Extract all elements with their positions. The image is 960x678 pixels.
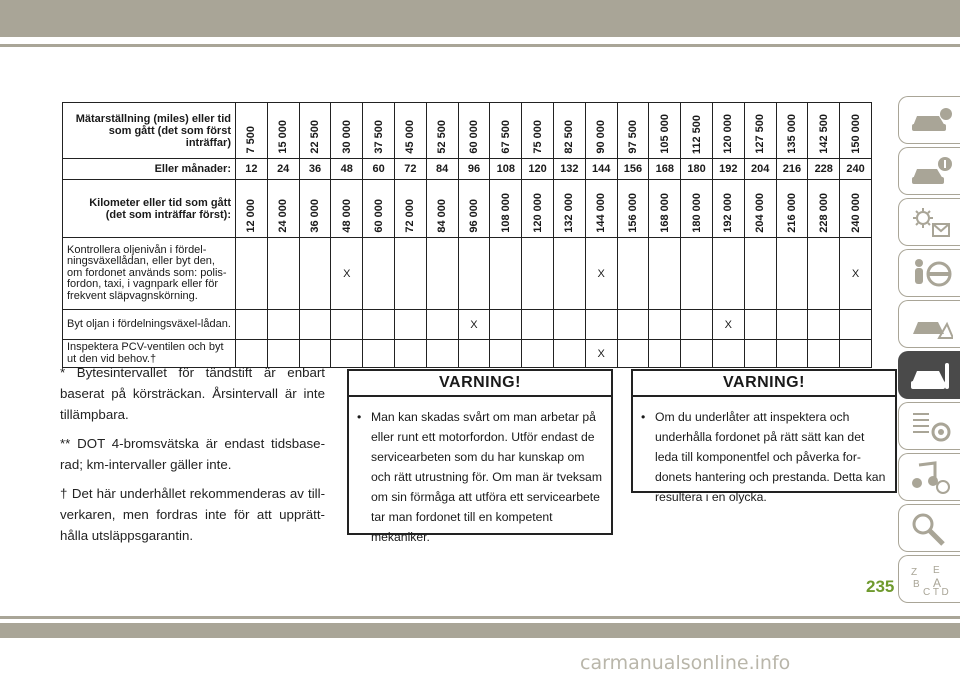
- months-cell: 228: [808, 159, 840, 180]
- svg-text:Z: Z: [911, 567, 918, 578]
- top-band: [0, 0, 960, 48]
- task-interval-cell: [681, 340, 713, 368]
- km-cell: [363, 180, 395, 238]
- task-interval-cell: [744, 238, 776, 310]
- task-interval-cell: [458, 340, 490, 368]
- months-cell: 24: [267, 159, 299, 180]
- km-value: 180 000: [690, 193, 703, 233]
- tab-search[interactable]: [898, 504, 960, 552]
- task-interval-cell: [649, 238, 681, 310]
- task-interval-cell: [744, 340, 776, 368]
- warning-box-2: [631, 369, 897, 504]
- settings-list-icon: [909, 410, 953, 444]
- km-value: 24 000: [277, 199, 290, 233]
- miles-cell: [840, 103, 872, 159]
- warning-title-2: VARNING!: [633, 371, 895, 397]
- months-cell: 48: [331, 159, 363, 180]
- warning-text-2: Om du underlåter att inspektera och underhålla fordonet på rätt sätt kan det leda till komponentfel och påverka for-donets hantering och prestanda. Detta kan resultera i en olycka.: [655, 410, 886, 504]
- footnotes: [60, 362, 325, 554]
- miles-cell: [553, 103, 585, 159]
- task-interval-cell: X: [585, 238, 617, 310]
- task-interval-cell: [267, 310, 299, 340]
- tab-warning-lights[interactable]: [898, 198, 960, 246]
- task-interval-cell: [426, 310, 458, 340]
- svg-text:E: E: [933, 565, 940, 576]
- miles-value: 67 500: [499, 120, 512, 154]
- km-value: 216 000: [785, 193, 798, 233]
- miles-value: 45 000: [404, 120, 417, 154]
- svg-text:C T D: C T D: [923, 587, 949, 597]
- watermark: carmanualsonline.info: [580, 652, 791, 674]
- task-interval-cell: [490, 340, 522, 368]
- months-cell: 168: [649, 159, 681, 180]
- airbag-steering-icon: [909, 257, 953, 291]
- task-interval-cell: [363, 340, 395, 368]
- task-interval-cell: [522, 340, 554, 368]
- km-value: 120 000: [531, 193, 544, 233]
- tab-settings-list[interactable]: [898, 402, 960, 450]
- miles-cell: [458, 103, 490, 159]
- tab-car-alert[interactable]: [898, 147, 960, 195]
- miles-value: 30 000: [340, 120, 353, 154]
- task-interval-cell: [617, 340, 649, 368]
- miles-value: 7 500: [245, 126, 258, 154]
- miles-value: 142 500: [817, 114, 830, 154]
- km-cell: [585, 180, 617, 238]
- bottom-rule: [0, 616, 960, 619]
- task-interval-cell: [808, 238, 840, 310]
- months-cell: 192: [712, 159, 744, 180]
- miles-cell: [426, 103, 458, 159]
- months-cell: 12: [236, 159, 268, 180]
- miles-cell: [299, 103, 331, 159]
- task-interval-cell: [808, 340, 840, 368]
- miles-cell: [363, 103, 395, 159]
- miles-cell: [712, 103, 744, 159]
- multimedia-icon: [909, 461, 953, 495]
- breakdown-icon: [909, 308, 953, 342]
- bullet-2: •: [641, 410, 646, 424]
- tab-service[interactable]: [898, 351, 960, 399]
- task-interval-cell: [299, 238, 331, 310]
- miles-value: 112 500: [690, 114, 703, 154]
- months-cell: 216: [776, 159, 808, 180]
- tab-breakdown[interactable]: [898, 300, 960, 348]
- months-cell: 96: [458, 159, 490, 180]
- bottom-bar: [0, 623, 960, 638]
- miles-row: [63, 103, 872, 159]
- task-interval-cell: [490, 238, 522, 310]
- task-interval-cell: X: [331, 238, 363, 310]
- task-row: [63, 238, 872, 310]
- task-interval-cell: [776, 238, 808, 310]
- search-icon: [909, 512, 953, 546]
- task-row: [63, 310, 872, 340]
- km-value: 204 000: [754, 193, 767, 233]
- miles-cell: [236, 103, 268, 159]
- km-cell: [712, 180, 744, 238]
- km-cell: [617, 180, 649, 238]
- miles-cell: [617, 103, 649, 159]
- miles-value: 127 500: [754, 114, 767, 154]
- task-interval-cell: [617, 310, 649, 340]
- car-info-icon: [909, 104, 953, 138]
- task-interval-cell: [522, 238, 554, 310]
- km-cell: [522, 180, 554, 238]
- km-cell: [236, 180, 268, 238]
- miles-value: 75 000: [531, 120, 544, 154]
- km-cell: [299, 180, 331, 238]
- task-interval-cell: [363, 310, 395, 340]
- task-interval-cell: [712, 340, 744, 368]
- km-header-label: Kilometer eller tid som gått (det som inträffar först):: [63, 180, 236, 238]
- miles-value: 135 000: [785, 114, 798, 154]
- months-cell: 36: [299, 159, 331, 180]
- months-cell: 156: [617, 159, 649, 180]
- task-interval-cell: [363, 238, 395, 310]
- svg-text:B: B: [913, 579, 920, 590]
- months-cell: 72: [394, 159, 426, 180]
- task-interval-cell: [458, 238, 490, 310]
- task-interval-cell: [426, 340, 458, 368]
- miles-value: 37 500: [372, 120, 385, 154]
- months-cell: 144: [585, 159, 617, 180]
- warning-text-1: Man kan skadas svårt om man arbetar på eller runt ett motorfordon. Utför endast de servicearbeten som du har kunskap om och rätt utrustning för. Om man är tveksam om sin förmåga att utföra ett servicearbete tar man fordonet till en kompetent mekaniker.: [371, 410, 602, 544]
- months-cell: 240: [840, 159, 872, 180]
- task-interval-cell: [808, 310, 840, 340]
- km-value: 72 000: [404, 199, 417, 233]
- task-interval-cell: [236, 310, 268, 340]
- km-cell: [840, 180, 872, 238]
- warning-lights-icon: [909, 206, 953, 240]
- months-cell: 132: [553, 159, 585, 180]
- months-cell: 120: [522, 159, 554, 180]
- page-number: 235: [866, 577, 895, 596]
- miles-value: 22 500: [308, 120, 321, 154]
- miles-cell: [744, 103, 776, 159]
- task-interval-cell: [553, 340, 585, 368]
- task-interval-cell: [236, 238, 268, 310]
- km-value: 60 000: [372, 199, 385, 233]
- km-cell: [458, 180, 490, 238]
- task-interval-cell: [299, 310, 331, 340]
- km-value: 36 000: [308, 199, 321, 233]
- miles-cell: [681, 103, 713, 159]
- miles-value: 150 000: [849, 114, 862, 154]
- top-rule: [0, 44, 960, 47]
- miles-cell: [267, 103, 299, 159]
- warning-box-1: [347, 369, 613, 544]
- task-interval-cell: [649, 310, 681, 340]
- miles-value: 97 500: [626, 120, 639, 154]
- km-cell: [490, 180, 522, 238]
- km-cell: [681, 180, 713, 238]
- km-value: 108 000: [499, 193, 512, 233]
- months-cell: 108: [490, 159, 522, 180]
- miles-value: 90 000: [595, 120, 608, 154]
- months-cell: 204: [744, 159, 776, 180]
- miles-cell: [649, 103, 681, 159]
- tab-multimedia[interactable]: [898, 453, 960, 501]
- months-cell: 84: [426, 159, 458, 180]
- task-interval-cell: [776, 340, 808, 368]
- km-cell: [553, 180, 585, 238]
- maintenance-table: [62, 102, 872, 368]
- task-interval-cell: [426, 238, 458, 310]
- task-interval-cell: [553, 310, 585, 340]
- months-cell: 180: [681, 159, 713, 180]
- km-value: 156 000: [626, 193, 639, 233]
- task-interval-cell: X: [585, 340, 617, 368]
- miles-value: 105 000: [658, 114, 671, 154]
- km-value: 132 000: [563, 193, 576, 233]
- task-interval-cell: [394, 238, 426, 310]
- task-interval-cell: X: [458, 310, 490, 340]
- task-interval-cell: [840, 310, 872, 340]
- car-alert-icon: [909, 155, 953, 189]
- footnote-brake-fluid: ** DOT 4-bromsvätska är endast tidsbase-rad; km-intervaller gäller inte.: [60, 436, 325, 472]
- top-bar: [0, 0, 960, 37]
- km-value: 168 000: [658, 193, 671, 233]
- km-value: 96 000: [467, 199, 480, 233]
- tab-car-info[interactable]: [898, 96, 960, 144]
- index-icon: [909, 563, 953, 597]
- km-cell: [744, 180, 776, 238]
- km-cell: [776, 180, 808, 238]
- footnote-spark-plugs: * Bytesintervallet för tändstift är enbart baserat på körsträckan. Årsintervall är inte tillämpbara.: [60, 365, 325, 422]
- miles-value: 60 000: [467, 120, 480, 154]
- km-value: 144 000: [595, 193, 608, 233]
- task-interval-cell: [267, 238, 299, 310]
- km-cell: [649, 180, 681, 238]
- task-interval-cell: [490, 310, 522, 340]
- task-label: Kontrollera oljenivån i fördel-ningsväxellådan, eller byt den, om fordonet används som: polis-fordon, taxi, i vagnpark eller för frekvent släpvagnskörning.: [63, 238, 236, 310]
- task-interval-cell: [585, 310, 617, 340]
- km-value: 228 000: [817, 193, 830, 233]
- task-label: Byt oljan i fördelningsväxel-lådan.: [63, 310, 236, 340]
- bullet-1: •: [357, 410, 362, 424]
- km-value: 48 000: [340, 199, 353, 233]
- km-row: [63, 180, 872, 238]
- km-value: 240 000: [849, 193, 862, 233]
- km-value: 192 000: [722, 193, 735, 233]
- months-cell: 60: [363, 159, 395, 180]
- task-interval-cell: [649, 340, 681, 368]
- km-cell: [426, 180, 458, 238]
- task-interval-cell: [617, 238, 649, 310]
- tab-airbag[interactable]: [898, 249, 960, 297]
- task-interval-cell: [331, 340, 363, 368]
- task-interval-cell: [712, 238, 744, 310]
- miles-cell: [808, 103, 840, 159]
- miles-value: 52 500: [436, 120, 449, 154]
- task-interval-cell: [776, 310, 808, 340]
- km-cell: [267, 180, 299, 238]
- task-interval-cell: [840, 340, 872, 368]
- miles-cell: [490, 103, 522, 159]
- miles-cell: [394, 103, 426, 159]
- footnote-dagger: † Det här underhållet rekommenderas av till-verkaren, men fordras inte för att upprätt-hålla utsläppsgarantin.: [60, 486, 325, 543]
- km-cell: [331, 180, 363, 238]
- task-interval-cell: [681, 310, 713, 340]
- task-interval-cell: [331, 310, 363, 340]
- miles-cell: [522, 103, 554, 159]
- task-interval-cell: X: [840, 238, 872, 310]
- chapter-tabs: [898, 96, 960, 606]
- km-value: 84 000: [436, 199, 449, 233]
- service-icon: [909, 359, 953, 393]
- task-interval-cell: [681, 238, 713, 310]
- km-value: 12 000: [245, 199, 258, 233]
- task-interval-cell: [394, 340, 426, 368]
- miles-value: 120 000: [722, 114, 735, 154]
- km-cell: [394, 180, 426, 238]
- task-interval-cell: X: [712, 310, 744, 340]
- task-interval-cell: [522, 310, 554, 340]
- task-interval-cell: [394, 310, 426, 340]
- tab-index[interactable]: [898, 555, 960, 603]
- miles-header-label: Mätarställning (miles) eller tid som gått (det som först inträffar): [63, 103, 236, 159]
- task-label: Inspektera PCV-ventilen och byt ut den vid behov.†: [63, 340, 236, 368]
- months-header-label: Eller månader:: [63, 159, 236, 180]
- months-row: [63, 159, 872, 180]
- miles-cell: [331, 103, 363, 159]
- miles-cell: [585, 103, 617, 159]
- svg-text:A: A: [933, 576, 942, 590]
- warning-title-1: VARNING!: [349, 371, 611, 397]
- miles-cell: [776, 103, 808, 159]
- km-cell: [808, 180, 840, 238]
- miles-value: 82 500: [563, 120, 576, 154]
- miles-value: 15 000: [277, 120, 290, 154]
- task-interval-cell: [744, 310, 776, 340]
- task-interval-cell: [553, 238, 585, 310]
